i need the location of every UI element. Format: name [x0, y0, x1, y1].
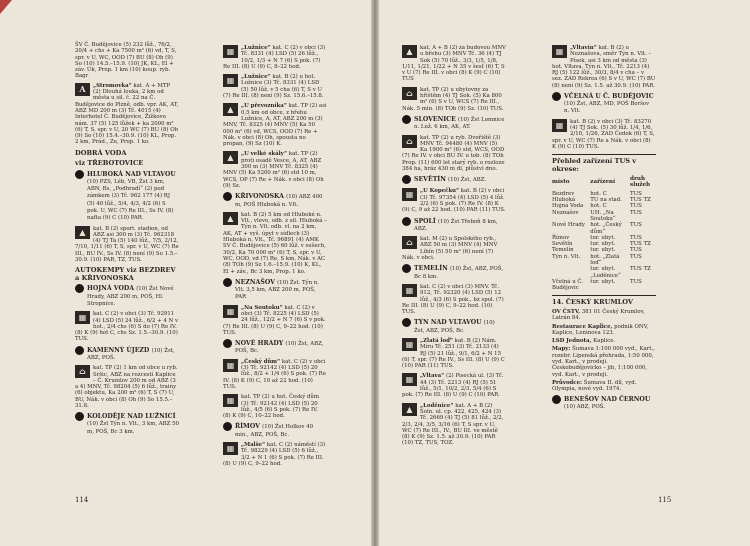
entry-content — [552, 45, 656, 89]
entry-header — [402, 319, 506, 334]
entry-name: NEZNAŠOV — [235, 278, 275, 286]
entry-header — [402, 265, 506, 280]
krumlov-item-text: Kaplice. — [593, 338, 616, 345]
entry-header — [223, 340, 327, 355]
entry-name: VČELNÁ U Č. BUDĚJOVIC — [564, 93, 654, 101]
krumlov-item-label: LSD Jednota, — [552, 338, 592, 345]
tus-cell: TUS — [630, 253, 642, 260]
tus-header-place: místo — [552, 179, 570, 186]
directory-entry — [223, 45, 327, 70]
entry-content — [402, 284, 506, 315]
bullet-icon — [75, 284, 84, 293]
bullet-icon — [75, 170, 84, 179]
entry-content — [402, 236, 506, 261]
krumlov-item — [552, 380, 656, 393]
directory-entry — [402, 284, 506, 315]
entry-benesov — [552, 396, 656, 410]
tus-cell: tur. ubyt. — [590, 247, 616, 254]
tus-cell: Včelná u Č. Budějovic — [552, 278, 584, 292]
directory-entry — [75, 365, 179, 409]
tus-cell: hot. C — [590, 203, 607, 210]
entry-body: kat. TP (2) u ryb. Dvořiště (3) MNV Tč. 94480 (4) MNV (5) Ka 1900 m² (6) std, WCS, OOD (7) Re IV. v obci BU IV. u tob. (8) TOh Prop. (11) 600 let starý ryb. o rozloze 384 ha, hráz 430 m dl, plůství dno. — [402, 134, 505, 173]
directory-entry — [552, 45, 656, 89]
tus-cell: TUS — [630, 247, 642, 254]
entry-body: (10) Žst Nové Hrady, ABZ 200 m, POŠ, Hl. Stropnice. — [87, 286, 174, 307]
tus-cell: Temelín — [552, 247, 574, 254]
left-page-column-1 — [75, 42, 179, 439]
tus-cell: UH. „Na Soutoku“ — [590, 209, 616, 222]
bullet-icon — [402, 264, 411, 273]
entry-title — [235, 340, 327, 355]
bullet-icon — [402, 318, 411, 327]
entry-content — [223, 442, 327, 467]
tus-row — [552, 222, 656, 235]
entry-name: „U převozníka“ — [241, 103, 287, 110]
entry-body: kat. A + B (2) Šoln. ul. cp. 422, 425, 424 (3) Tč. 2669 (4) TJ (5) 81 lůž., 2/2, 2/3, 2/4, 3/5, 3/16 (6) T, S spr. v U, WC (7) Re III., IV., BU III. ve městě (8) K (9) Sz. 1.5. až 30.9. (10) PAR (10) TZ, TUS, TOZ. — [402, 402, 504, 447]
entry-name: TÝN NAD VLTAVOU — [414, 319, 482, 327]
bullet-icon — [223, 192, 232, 201]
entry-name: BENEŠOV NAD ČERNOU — [564, 395, 651, 403]
entry-name: KŘIVONOSKA — [235, 193, 284, 201]
tus-row — [552, 247, 656, 253]
bullet-icon — [402, 217, 411, 226]
hotel-icon: ▦ — [402, 284, 417, 297]
entry-body: (10) Žst, ABZ, MD, POŠ Boršov n. Vlt. — [564, 101, 650, 115]
entry-name: KAMENNÝ ÚJEZD — [87, 346, 150, 354]
krumlov-item-text: Šumava 1:100 000 vyd., Kart., rozebr. Lipenská přehrada, 1:50 000, vyd. Kart., v prodeji. Českobudějovicko – jih, 1:100 000, vyd. Kart., v prodeji. — [552, 346, 655, 378]
directory-entry — [223, 212, 327, 275]
entry-content — [223, 45, 327, 70]
entry-title — [87, 285, 179, 307]
entry-content — [223, 359, 327, 390]
directory-entry — [402, 218, 506, 233]
directory-entry — [223, 340, 327, 355]
entry-body: kat. A + MTP (2) Dlouhá louka, 2 km od města u sil. č. 22 na Č. Budějovice do Plzně, odb. vpr. AK, AT, ABZ MD 200 m (3) Tč. 4015 (4) Interhotel Č. Budějovice, Žižkovo nám. 37 (5) 125 lůžek + ka 2000 m² (6) T, S, spr. v U, 20 WC (7) BU (8) Oh (9) So (10) 15.4.–30.9. (10) KL, Prop. 2 km, Prád., Ze, Prop. 1 ko. — [75, 82, 179, 146]
directory-entry — [402, 338, 506, 369]
directory-entry — [402, 116, 506, 131]
entry-title — [87, 413, 179, 435]
krumlov-item — [552, 346, 656, 377]
directory-entry — [223, 305, 327, 336]
krumlov-item — [552, 324, 656, 337]
entry-title — [414, 176, 506, 183]
entry-title — [414, 218, 506, 233]
cottage-icon: ⌂ — [402, 236, 417, 249]
entry-text: ŠV Č. Budějovice (5) 232 lůž., 76/2, 20/4 + chs + Ka 7500 m² (6) vd, T, S, spr. v U, WC, OOD (7) BU (8) Oh (9) So (10) 14.5.–15.9. (10) JK, KL, El + záv. Úk, Prop. 1 km (10) koup. ryb. Bagr — [75, 42, 177, 80]
krumlov-items — [552, 309, 656, 393]
cottage-icon: ⌂ — [402, 135, 417, 148]
entry-content — [402, 373, 506, 398]
directory-entry — [75, 226, 179, 264]
hotel-icon: ▦ — [552, 119, 567, 132]
tus-table — [552, 176, 656, 291]
hotel-icon: ▦ — [223, 45, 238, 58]
directory-entry — [223, 103, 327, 147]
entry-name: „Malše“ — [241, 442, 266, 449]
bullet-icon — [552, 395, 561, 404]
directory-entry — [402, 265, 506, 280]
entry-title — [564, 93, 656, 115]
column-4-entries — [552, 45, 656, 150]
entry-content — [223, 103, 327, 147]
entry-body: kat. C (2) v obci (3) MNV. Tč. 912, Tč. 92320 (4) LSD (5) 12 lůž., 4/3 (6) S pok., bz spol. (7) Re III. (8) U (9) C, 9–22 hod. (10) TUS. — [402, 283, 504, 316]
tus-header-facility: zařízení — [590, 179, 616, 186]
entry-body: kat. C (2) v obci (3) Tč. 8225 (4) LSD (5) 24 lůž., 12/2 + N 7 (6) S v pok. (7) Re III. (8) U (9) C, 9–22 hod. (10) TUS. — [223, 304, 326, 336]
directory-entry — [223, 74, 327, 99]
tus-row — [552, 254, 656, 267]
tus-row — [552, 210, 656, 223]
entry-title — [235, 279, 327, 301]
krumlov-item-label: Restaurace Kaplice, — [552, 323, 613, 330]
entry-title — [235, 423, 327, 438]
entry-content — [402, 87, 506, 112]
entry-body: kat. A + B (2) za budovou MNV u břehu (3) MNV Tč. 36 (4) TJ Sok (5) 70 lůž., 3/3, 1/5, 1/8, 1/11, 1/21, 1/22 + N 35 v šesť (6) T, S v U (7) Re III. v obci (8) K (9) C (10) TUS — [402, 45, 506, 83]
entry-header — [223, 423, 327, 438]
entry-body: kat. TP (2) proti osadě Vesce, A, AT, ABZ 300 m (3) MNV Tč. 8325 (4) MNV (5) Ka 5200 m² (6) std 10 m, WCS, OP (7) Re + Nák. v obci (8) Oh (9) Sz. — [223, 151, 324, 189]
directory-entry — [75, 347, 179, 362]
entry-name: „Český dům“ — [241, 358, 281, 365]
entry-body: kat. TP (2) u ubytovny za hřištěm (4) TJ Sok. (5) Ka 800 m² (6) S v U, WCS (7) Re III., Nák. 5 min. (8) TOh (9) Sz. (10) TUS. — [402, 86, 504, 112]
section-heading-krumlov: 14. ČESKÝ KRUMLOV — [552, 297, 633, 306]
tent-icon: ▲ — [223, 151, 238, 164]
section-heading: DOBRÁ VODA — [75, 148, 127, 157]
entry-content — [223, 305, 327, 336]
tus-row — [552, 203, 656, 209]
krumlov-item — [552, 309, 656, 322]
entry-title — [87, 171, 179, 222]
tus-cell: Neznašov — [552, 209, 579, 216]
tus-cell: TUS — [630, 203, 642, 210]
entry-name: „Zlatá loď“ — [420, 337, 453, 344]
krumlov-item-text: Šumava II. díl, vyd. Olympia, nové vyd. 1974. — [552, 379, 637, 393]
hotel-icon: ▦ — [402, 373, 417, 386]
directory-entry — [223, 151, 327, 189]
entry-name: „U Kopečku“ — [420, 188, 460, 195]
tus-cell: Sevětín — [552, 241, 573, 248]
entry-header — [402, 176, 506, 184]
entry-body: kat. C (2) v obci (3) Tč. 92142 (4) LSD (5) 20 lůž., 8/2 + 1/4 (6) S pok. (7) Re IV. (8) K (9) C, 10 až 22 hod. (10) TUS. — [223, 358, 326, 390]
entry-title — [87, 347, 179, 362]
tus-cell — [552, 266, 590, 279]
tus-cell: tur. ubyt. — [590, 234, 616, 241]
tus-cell: TUS — [630, 190, 642, 197]
tus-cell: tur. ubyt. „Loděnice“ — [590, 266, 621, 279]
directory-entry — [75, 413, 179, 435]
directory-entry — [402, 403, 506, 447]
cottage-icon: ⌂ — [402, 87, 417, 100]
bullet-icon — [223, 339, 232, 348]
entry-body: (10) Žst, ABZ, POŠ, Bc. — [414, 320, 495, 334]
hotel-icon: ▦ — [223, 74, 238, 87]
krumlov-item-label: OV ČSTV, — [552, 309, 580, 315]
entry-title — [414, 116, 506, 131]
entry-content — [402, 338, 506, 369]
entry-name: SPOLÍ — [414, 217, 436, 225]
right-page-column-2 — [552, 42, 656, 414]
entry-content — [75, 83, 179, 146]
entry-body: kat. B (2) v obci (3) Tč. 83270 (4) TJ Sok. (5) 30 lůž. 1/4, 1/6, 2/10, 1/26, ZAD Čedok (6) T, S, spr. v U, WC (7) Re a Nák. v obci (8) K (9) C (10) TUS. — [552, 118, 655, 150]
tus-cell: Římov — [552, 234, 570, 241]
entry-name: „Lužnice“ — [241, 74, 271, 81]
entry-content — [223, 212, 327, 275]
entry-content — [223, 74, 327, 99]
tus-cell: hot. C — [590, 190, 607, 197]
tent-icon: ▲ — [75, 226, 90, 239]
entry-header — [223, 193, 327, 208]
entry-name: TEMELÍN — [414, 265, 448, 273]
tus-cell: Bezdrev — [552, 190, 575, 197]
directory-entry — [402, 176, 506, 184]
entry-name: „Lužnice“ — [241, 45, 271, 51]
directory-entry — [223, 442, 327, 467]
entry-content — [223, 151, 327, 189]
directory-entry — [402, 45, 506, 83]
campsite-icon: A — [75, 83, 90, 96]
entry-body: kat. B (2) u Neznašova, směr Týn n. Vlt. – Písek, asi 3 km od města (3) hot. Vltava, Týn n. Vlt., Tč. 2213 (4) RJ (5) 122 lůž., 30/3, 8/4 v cha – v sez. ZAD Rekrea (6) S v U, WC (7) BU (8) není (9) Sz. 1.5. až 30.9. (10) PAR. — [552, 45, 656, 89]
entry-content — [402, 403, 506, 447]
directory-entry — [402, 319, 506, 334]
directory-entry — [75, 285, 179, 307]
entry-body: (10) Žst Týn n. Vlt., 3 km, ABZ 50 m, POŠ, Bc 3 km. — [87, 421, 179, 435]
entry-header — [402, 218, 506, 233]
tus-cell: Nové Hrady — [552, 222, 585, 229]
entry-content — [75, 365, 179, 409]
entry-body: (10) Žst Lomnice n. Luž. 6 km, AK, AT. — [414, 116, 505, 131]
hotel-icon: ▦ — [402, 188, 417, 201]
tus-cell: TUS — [630, 222, 642, 229]
entry-body: (2) Pisecká ul. (3) Tč. 44 (3) Tč. 2213 (4) RJ (5) 51 lůž., 5/1, 10/2, 2/3, 5/4 (6) S pok. (7) Re III. (8) U (9) C (10) PAR. — [402, 373, 504, 399]
entry-name: SLOVENICE — [414, 115, 456, 123]
entry-body: kat. TP (2) asi 0,5 km od obce, z břehu Lužnice, A, AT, ABZ 200 m (3) MNV, Tč. 8325 (4) MNV (5) Ka 50 000 m² (6) vd, WCS, OOD (7) Re + Nák. v obci (8) Oh, spousta no propan, (9) Sz (10) K. — [223, 103, 327, 148]
tus-cell: tur. ubyt. — [590, 241, 616, 248]
tus-cell: TUS TZ — [630, 266, 651, 273]
divider — [552, 295, 656, 296]
tus-cell: hot. „Český dům“ — [590, 222, 622, 235]
entry-body: kat. B (2) Nám. Míru Tč. 251 (3) Tč. 2133 (4) RJ (5) 21 lůž., 9/1, 6/2 + N 15 (6) T, spr. (7) Re IV., Ss III. (8) U (9) C (10) PAR (11) TUS. — [402, 337, 505, 370]
tus-cell: TUS TZ — [630, 241, 651, 248]
directory-entry — [552, 119, 656, 150]
hotel-icon: ▦ — [223, 442, 238, 455]
tus-cell: Hojná Voda — [552, 203, 584, 210]
hotel-icon: ▦ — [75, 311, 90, 324]
hotel-icon: ▦ — [223, 394, 238, 407]
entry-body: (10) Žst Třeboň 8 km, ABZ. — [414, 218, 498, 232]
directory-entry — [223, 394, 327, 419]
right-page-column-1 — [402, 42, 506, 451]
krumlov-item-label: Mapy: — [552, 346, 571, 353]
directory-entry — [223, 359, 327, 390]
entry-title — [414, 319, 506, 334]
entry-body: kat. C (2) v obci (3) Tč. 8331 (4) LSD (5) 26 lůž., 10/2, 1/3 + N 7 (6) S pok. (7) Re III. (8) U (9) C, 8–22 hod. — [223, 45, 326, 70]
entry-header — [75, 347, 179, 362]
entry-body: kat. B (2) v obci (3) Tč. 97354 (4) LSD (5) 4 lůž. 2/2 (6) S pok. (7) Re IV. (8) K (9) C, 9 až 22 hod. (10) PAR (11) TUS. — [402, 188, 506, 214]
entry-body: (10) Žst. Týn n. Vlt. 3,5 km, ABZ 200 m, POŠ, PAR — [235, 279, 319, 301]
entry-body: kat. B (2) 5 km od Hluboké n. Vlt., vlevo, odb. z sil. Hluboká – Týn n. Vlt. odb. vl. na 2 km, AK, AT + vyš. úpyt v sídlech (3) Hluboká n. Vlt., Tč. 96891 (4) AMK SV Č. Budějovice (5) 60 lůž. v sušech, 30/2, Ka 70 000 m² (6) T, S, spr. v U, WC, OOD, vd (7) Re, S km, Nák. v AC (8) TOh (9) Sz 1.6.–15.9. (10) K, KL, El + záv., Bc 3 km, Prop. 1 ko. — [223, 211, 327, 275]
entry-name: SEVĚTÍN — [414, 176, 446, 184]
bullet-icon — [402, 175, 411, 184]
tus-cell: TUS TZ — [630, 197, 651, 204]
krumlov-item-text: 381 01 Český Krumlov, Latrán 84. — [552, 309, 645, 322]
entry-content — [402, 45, 506, 83]
entry-content — [75, 226, 179, 264]
tent-icon: ▲ — [402, 45, 417, 58]
entry-header — [223, 279, 327, 301]
tus-cell: tur. ubyt. — [590, 278, 616, 285]
bullet-icon — [552, 92, 561, 101]
krumlov-item-label: Průvodce: — [552, 379, 583, 386]
section-subheading: viz TŘEBOTOVICE — [75, 159, 144, 168]
entry-name: „Na Soutoku“ — [241, 304, 283, 311]
bullet-icon — [75, 412, 84, 421]
bullet-icon — [75, 346, 84, 355]
entry-body: kat. C (2) v obci (3) Tč. 92911 (4) LSD (5) 24 lůž., 6/2 + 4 N v hot., 2/4 chs (6) S do (7) Re IV. (8) K (9) hot C, chs Sz. 1.5.–30.9. (10) TUS. — [75, 311, 178, 343]
entry-body: kat. TP (2) 1 km od obce u ryb. Sršic, ABZ na rozcestí Kaplice – Č. Krumlov 200 m od ABZ (3 a 4) MNV, Tč. 98204 (5) 6 lůž., trainy (6) objektu, Ka 200 m² (6) T, S (7) U, BU, Nák. v obci (8) Oh (9) So 15.5.–31.8. — [75, 365, 178, 410]
entry-body: (10) Žst Holkov 40 min., ABZ, POŠ, Bc. — [235, 424, 314, 438]
directory-entry — [223, 193, 327, 208]
entry-title — [235, 193, 327, 208]
entry-body: kat. TP (2) u hot. Český dům (3) Tč. 92142 (4) LSD (5) 20 lůž., 4/5 (6) S pok. (7) Re IV. (8) K (9) C, 10–22 hod. — [223, 394, 319, 420]
directory-entry — [223, 423, 327, 438]
hotel-icon: ▦ — [223, 305, 238, 318]
entry-content — [223, 394, 327, 419]
tus-cell: TUS — [630, 234, 642, 241]
tent-icon: ▲ — [223, 212, 238, 225]
entry-name: „Stromovka“ — [93, 82, 132, 89]
entry-content — [402, 135, 506, 173]
entry-body: kat. B (2) sport. stadion, od ABZ asi 300 m (3) Tč. 962318 (4) TJ Ta (5) 140 lůž., 7/5, 2/12, 7/10, 1/11 (6) T, S, spr. v U, WC (7) Re III., BU IV., Ss IV. (8) není (9) So 1.5.–30.9. (10) PAR, TZ, TUS. — [75, 225, 179, 264]
entry-name: KOLODĚJE NAD LUŽNICÍ — [87, 413, 176, 421]
entry-body: (10) ABZ 400 m, POŠ Hluboká n. Vlt. — [235, 194, 323, 208]
bullet-icon — [402, 115, 411, 124]
entry-header — [75, 413, 179, 435]
krumlov-item-text: podnik ONV, Kaplice, Leninova 123. — [552, 323, 649, 336]
directory-entry — [402, 188, 506, 213]
book-gutter — [371, 0, 379, 546]
entry-name: HLUBOKÁ NAD VLTAVOU — [87, 170, 176, 178]
tus-cell: hot. „Zlatá loď“ — [590, 253, 620, 267]
entry-body: (10) ABZ, POŠ. — [564, 403, 605, 410]
tus-row — [552, 266, 656, 279]
entry-name: HOJNÁ VODA — [87, 285, 135, 293]
directory-entry — [402, 373, 506, 398]
directory-entry — [402, 236, 506, 261]
entry-header — [75, 171, 179, 222]
directory-entry — [402, 135, 506, 173]
directory-entry — [75, 83, 179, 146]
tus-cell: TUS — [630, 209, 642, 216]
entry-header — [75, 285, 179, 307]
left-page-column-2 — [223, 42, 327, 471]
cottage-icon: ⌂ — [75, 365, 90, 378]
entry-content — [402, 188, 506, 213]
entry-name: ŘÍMOV — [235, 423, 260, 431]
entry-body: (10) Žst, ABZ, POŠ. — [87, 347, 175, 361]
entry-title — [414, 265, 506, 280]
entry-body: kat. B (2) u hot. Lužnice (3) Tč. 8331 (4) LSD (5) 50 lůž. v 5 cha (6) T, S v U (7) Re III. (8) není (9) Sz. 15.6.–15.8. — [223, 74, 324, 100]
entry-name: NOVÉ HRADY — [235, 340, 284, 348]
directory-entry — [223, 279, 327, 301]
entry-name: „U velké skály“ — [241, 151, 288, 158]
entry-content — [75, 311, 179, 342]
tent-icon: ▲ — [402, 403, 417, 416]
directory-entry — [75, 311, 179, 342]
entry-body: (10) Žst, ABZ, POŠ, Bc 8 km. — [414, 266, 504, 280]
entry-body: (10) Žst, ABZ, POŠ, Bc. — [235, 341, 324, 355]
entry-name: „Loděnice“ — [420, 402, 454, 409]
page-number-right: 115 — [658, 496, 672, 504]
entry-header — [552, 93, 656, 115]
entry-body: kat. M (2) u Spolského ryb., ABZ 50 m (3) MNV (4) MNV Líbín (5) 50 m² (6) není (7) Nák. v obci. — [402, 236, 498, 262]
tus-cell: TU na stad. — [590, 197, 622, 204]
tus-title: Přehled zařízení TUS v okrese: — [552, 157, 637, 173]
entry-name: „Vltava“ — [420, 373, 445, 380]
directory-entry — [552, 93, 656, 115]
hotel-icon: ▦ — [402, 338, 417, 351]
tus-row — [552, 279, 656, 292]
entry-body: (10) Žst, ABZ. — [448, 177, 487, 184]
tus-cell: Hluboká — [552, 197, 576, 204]
tus-cell: Týn n. Vlt. — [552, 253, 581, 260]
tus-cell: TUS — [630, 278, 642, 285]
hotel-icon: ▦ — [223, 359, 238, 372]
entry-content — [552, 119, 656, 150]
entry-body: kat. C (2) náměstí (3) Tč. 98229 (4) LSD (5) 6 lůž., 3/2 + N 1 (6) S pok. (7) Re III. (8) U (9) C, 9–22 hod. — [223, 442, 326, 467]
bullet-icon — [223, 422, 232, 431]
bullet-icon — [223, 278, 232, 287]
tus-header-services: druh služeb — [630, 176, 651, 189]
entry-name: „Vltavín“ — [570, 45, 597, 51]
directory-entry — [402, 87, 506, 112]
entry-body: (10) PZS, Léb, VB, Žst 3 km, ABN, Bs, „Podhradí“ (2) pod zámkem (3) Tč. 962 177 (4) RJ (5) 40 lůž., 5/4, 4/3, 4/2 (6) S pok. U, WC (7) Re III., Ss IV. (8) nafta (9) C (10) PAR. — [87, 178, 174, 222]
torn-corner — [0, 0, 12, 14]
tent-icon: ▲ — [223, 103, 238, 116]
divider — [552, 154, 656, 155]
page-number-left: 114 — [75, 496, 89, 504]
hotel-icon: ▦ — [552, 45, 567, 58]
directory-entry — [75, 171, 179, 222]
entry-header — [402, 116, 506, 131]
krumlov-item — [552, 338, 656, 344]
section-heading: AUTOKEMPY viz BEZDREV a KŘIVONOSKA — [75, 266, 176, 282]
